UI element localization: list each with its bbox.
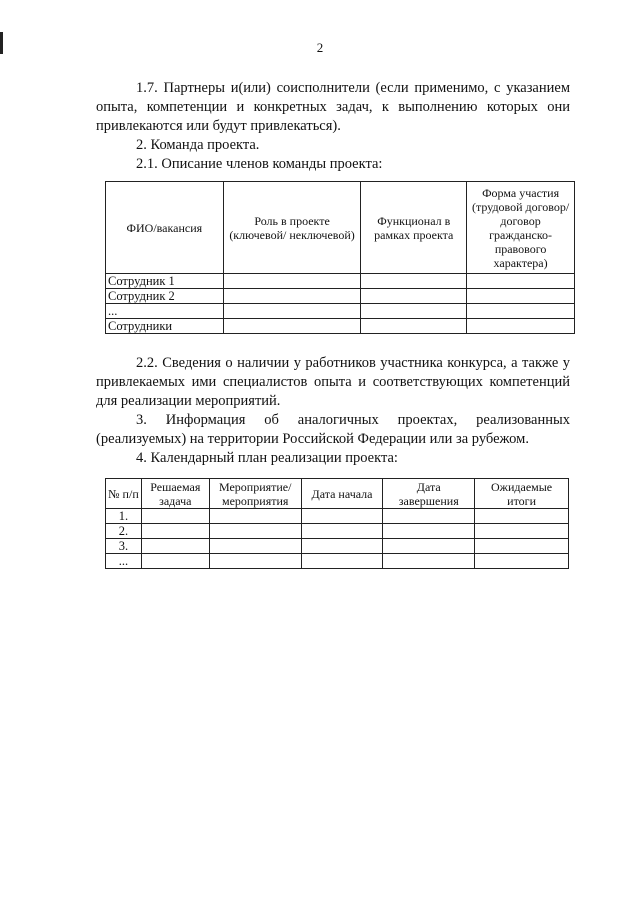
team-header-participation: Форма участия (трудовой договор/договор гражданско-правового характера) — [467, 182, 575, 274]
team-cell-empty — [223, 289, 361, 304]
table-row — [106, 274, 575, 289]
paragraph-2-2: 2.2. Сведения о наличии у работников участника конкурса, а также у привлекаемых ими специалистов опыта и соответствующих компетенций для реализации мероприятий. — [96, 355, 570, 409]
team-cell-empty — [467, 304, 575, 319]
table-row — [106, 524, 569, 539]
plan-cell-empty — [383, 554, 475, 569]
team-cell-name: Сотрудники — [106, 319, 224, 334]
plan-cell-empty — [383, 524, 475, 539]
plan-cell-empty — [209, 509, 301, 524]
plan-cell-empty — [141, 539, 209, 554]
plan-cell-empty — [383, 539, 475, 554]
plan-header-end-date: Дата завершения — [383, 479, 475, 509]
team-cell-empty — [361, 304, 467, 319]
team-members-table — [105, 181, 575, 334]
team-cell-empty — [223, 304, 361, 319]
plan-cell-empty — [209, 539, 301, 554]
team-cell-empty — [223, 319, 361, 334]
plan-cell-empty — [383, 509, 475, 524]
plan-cell-number: 3. — [106, 539, 142, 554]
team-header-name: ФИО/вакансия — [106, 182, 224, 274]
plan-cell-empty — [141, 509, 209, 524]
page-number: 2 — [316, 40, 324, 55]
plan-cell-empty — [301, 539, 383, 554]
plan-cell-number: 1. — [106, 509, 142, 524]
plan-cell-empty — [141, 554, 209, 569]
table-row — [106, 539, 569, 554]
plan-cell-empty — [209, 524, 301, 539]
calendar-plan-table — [105, 478, 569, 569]
table-row — [106, 289, 575, 304]
team-cell-empty — [467, 289, 575, 304]
team-cell-empty — [361, 289, 467, 304]
team-cell-empty — [223, 274, 361, 289]
team-cell-name: ... — [106, 304, 224, 319]
plan-cell-empty — [475, 524, 569, 539]
plan-cell-empty — [301, 524, 383, 539]
team-cell-empty — [361, 274, 467, 289]
team-cell-empty — [467, 274, 575, 289]
plan-cell-empty — [141, 524, 209, 539]
table-row — [106, 554, 569, 569]
table-row — [106, 509, 569, 524]
plan-cell-empty — [209, 554, 301, 569]
plan-header-number: № п/п — [106, 479, 142, 509]
plan-cell-empty — [475, 539, 569, 554]
plan-cell-number: 2. — [106, 524, 142, 539]
paragraph-2: 2. Команда проекта. — [136, 137, 260, 153]
plan-table-header-row — [106, 479, 569, 509]
paragraph-3: 3. Информация об аналогичных проектах, реализованных (реализуемых) на территории Российской Федерации или за рубежом. — [96, 412, 570, 447]
paragraph-4: 4. Календарный план реализации проекта: — [136, 450, 398, 466]
plan-cell-empty — [301, 509, 383, 524]
plan-header-activity: Мероприятие/ мероприятия — [209, 479, 301, 509]
team-header-function: Функционал в рамках проекта — [361, 182, 467, 274]
table-row — [106, 304, 575, 319]
plan-cell-number: ... — [106, 554, 142, 569]
plan-cell-empty — [475, 554, 569, 569]
table-row — [106, 319, 575, 334]
plan-header-start-date: Дата начала — [301, 479, 383, 509]
team-cell-empty — [361, 319, 467, 334]
team-table-header-row — [106, 182, 575, 274]
team-header-role: Роль в проекте (ключевой/ неключевой) — [223, 182, 361, 274]
team-cell-name: Сотрудник 1 — [106, 274, 224, 289]
plan-header-task: Решаемая задача — [141, 479, 209, 509]
team-cell-name: Сотрудник 2 — [106, 289, 224, 304]
paragraph-1-7: 1.7. Партнеры и(или) соисполнители (если применимо, с указанием опыта, компетенции и конкретных задач, к выполнению которых они привлекаются или будут привлекаться). — [96, 80, 570, 134]
paragraph-2-1: 2.1. Описание членов команды проекта: — [136, 156, 383, 172]
plan-cell-empty — [475, 509, 569, 524]
team-cell-empty — [467, 319, 575, 334]
plan-cell-empty — [301, 554, 383, 569]
plan-header-results: Ожидаемые итоги — [475, 479, 569, 509]
